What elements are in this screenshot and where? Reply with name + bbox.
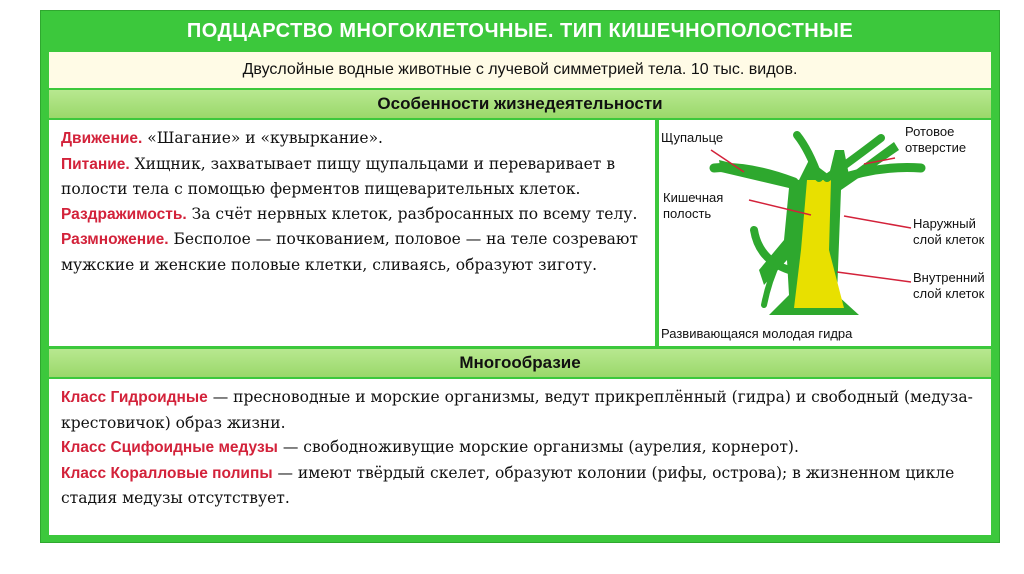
label-outer-line1: Наружный — [913, 216, 976, 231]
feature-nutrition: Питание. Хищник, захватывает пищу щупальцами и переваривает в полости тела с помощью ферментов пищеварительных клеток. — [61, 154, 616, 198]
label-mouth-line1: Ротовое — [905, 124, 955, 139]
label-mouth-line2: отверстие — [905, 140, 967, 155]
life-features-heading: Особенности жизнедеятельности — [49, 90, 991, 118]
hydra-diagram-panel — [659, 120, 991, 346]
label-tentacle: Щупальце — [661, 130, 724, 145]
label-inner-line2: слой клеток — [913, 286, 985, 301]
variety-heading: Многообразие — [49, 349, 991, 377]
feature-movement: Движение. «Шагание» и «кувыркание». — [61, 129, 383, 147]
page-subtitle: Двуслойные водные животные с лучевой симметрией тела. 10 тыс. видов. — [49, 52, 991, 88]
label-outer-line2: слой клеток — [913, 232, 985, 247]
diagram-caption: Развивающаяся молодая гидра — [661, 326, 853, 341]
class-hydrozoa: Класс Гидроидные — пресноводные и морские организмы, ведут прикреплённый (гидра) и свободный (медуза-крестовичок) образ жизни. — [61, 388, 973, 432]
feature-irritability: Раздражимость. За счёт нервных клеток, разбросанных по всему телу. — [61, 204, 638, 223]
page-title: ПОДЦАРСТВО МНОГОКЛЕТОЧНЫЕ. ТИП КИШЕЧНОПОЛОСТНЫЕ — [186, 19, 854, 42]
hydra-tentacle-right — [837, 168, 921, 181]
hydra-diagram — [659, 120, 991, 346]
label-cavity-line1: Кишечная — [663, 190, 724, 205]
class-anthozoa: Класс Коралловые полипы — имеют твёрдый скелет, образуют колонии (рифы, острова); в жизненном цикле стадия медузы отсутствует. — [61, 463, 955, 507]
variety-panel — [49, 379, 991, 535]
pointer-outer — [844, 216, 911, 228]
hydra-tentacle-left — [714, 168, 794, 182]
content-frame — [40, 10, 1000, 543]
feature-reproduction: Размножение. Бесполое — почкованием, половое — на теле созревают мужские и женские половые клетки, сливаясь, образуют зиготу. — [61, 230, 638, 274]
class-scyphozoa: Класс Сцифоидные медузы — свободноживущие морские организмы (аурелия, корнерот). — [61, 438, 799, 456]
label-inner-line1: Внутренний — [913, 270, 985, 285]
label-cavity-line2: полость — [663, 206, 712, 221]
pointer-inner — [837, 272, 911, 282]
life-features-panel — [49, 120, 655, 346]
